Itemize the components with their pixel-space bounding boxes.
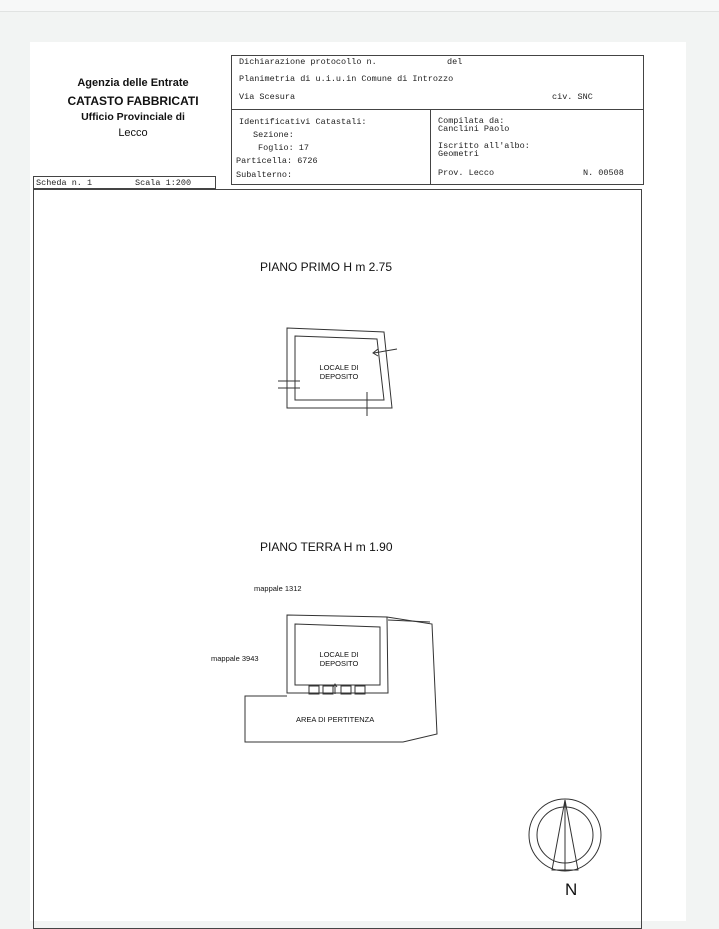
foglio-label: Foglio: 17	[258, 143, 310, 153]
area-pertinenza-label: AREA DI PERTITENZA	[296, 715, 375, 724]
piano-terra-title: PIANO TERRA H m 1.90	[260, 540, 393, 554]
document-page	[30, 42, 686, 921]
identificativi-label: Identificativi Catastali:	[239, 117, 367, 127]
albo-value: Geometri	[438, 149, 479, 159]
floor-plans-svg	[30, 42, 686, 921]
piano-primo-room-label-2: DEPOSITO	[319, 372, 359, 381]
mappale-north-label: mappale 1312	[254, 584, 302, 593]
civ-label: civ. SNC	[552, 92, 593, 102]
sezione-label: Sezione:	[253, 130, 294, 140]
north-compass	[529, 799, 601, 871]
compilata-label: Compilata da:	[438, 116, 505, 126]
piano-primo-title: PIANO PRIMO H m 2.75	[260, 260, 393, 274]
north-label: N	[565, 880, 578, 899]
ufficio-label: Ufficio Provinciale di	[81, 111, 185, 123]
scala-label: Scala 1:200	[135, 178, 192, 188]
scheda-label: Scheda n. 1	[36, 178, 93, 188]
mappale-west-label: mappale 3943	[211, 654, 259, 663]
agency-name: Agenzia delle Entrate	[77, 77, 189, 89]
particella-label: Particella: 6726	[236, 156, 318, 166]
planimetria-label: Planimetria di u.i.u.in Comune di Introzzo	[239, 74, 454, 84]
piano-terra-room-label-1: LOCALE DI	[319, 650, 359, 659]
provincia-label: Prov. Lecco	[438, 168, 495, 178]
iscritto-label: Iscritto all'albo:	[438, 141, 530, 151]
piano-terra-room-label-2: DEPOSITO	[319, 659, 359, 668]
del-label: del	[447, 57, 463, 67]
dichiarazione-label: Dichiarazione protocollo n.	[239, 57, 377, 67]
city-label: Lecco	[118, 127, 148, 139]
piano-primo-room-label-1: LOCALE DI	[319, 363, 359, 372]
compilatore-name: Canclini Paolo	[438, 124, 510, 134]
catasto-title: CATASTO FABBRICATI	[67, 94, 199, 108]
via-label: Via Scesura	[239, 92, 296, 102]
viewer-top-bar	[0, 0, 719, 12]
subalterno-label: Subalterno:	[236, 170, 293, 180]
numero-label: N. 00508	[583, 168, 624, 178]
